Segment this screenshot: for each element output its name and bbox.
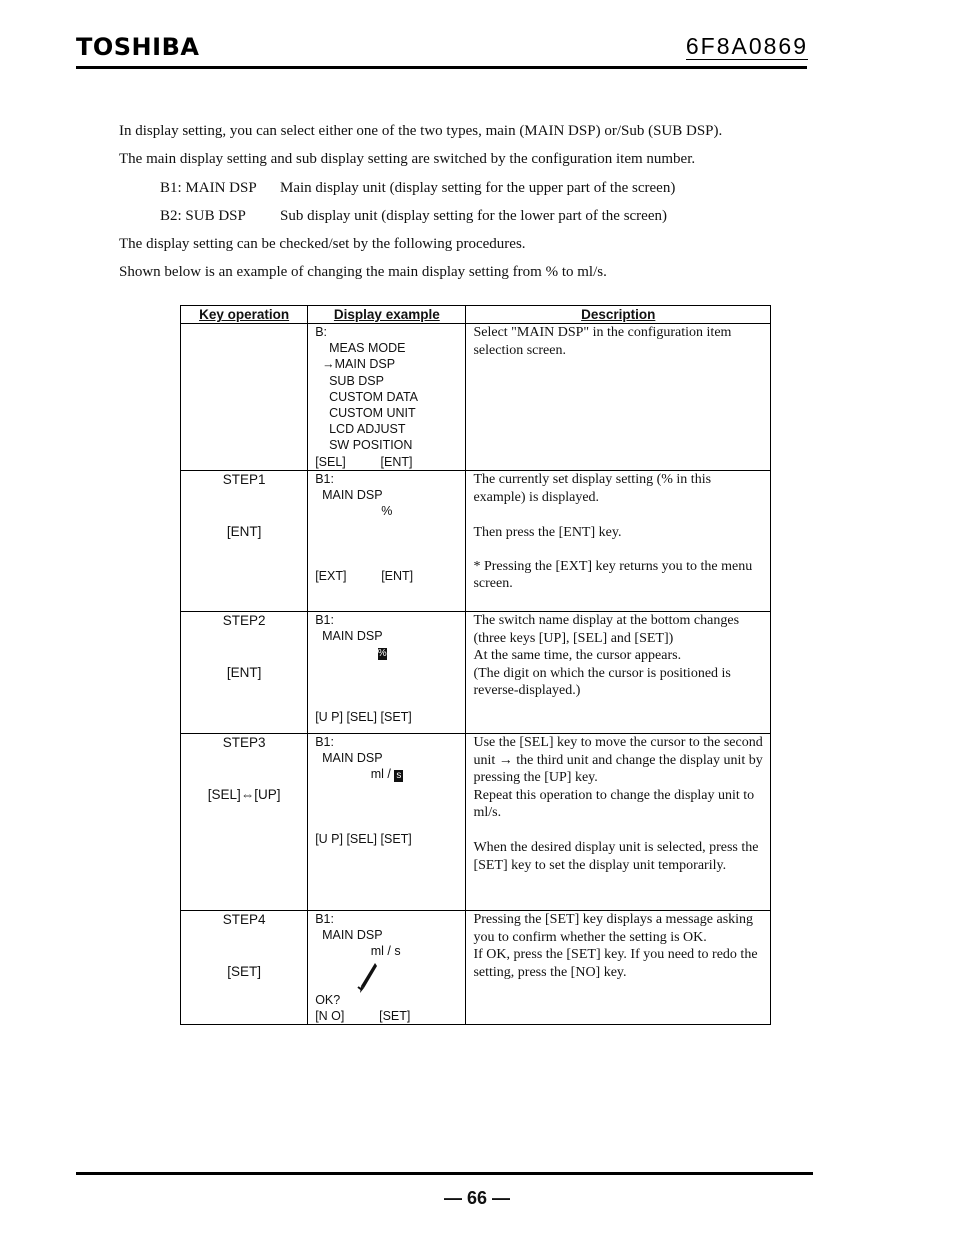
description-text: When the desired display unit is selected, press the [SET] key to set the display unit temporarily. [473, 839, 759, 873]
header-key-operation: Key operation [181, 306, 308, 324]
description-text: Repeat this operation to change the display unit to ml/s. [473, 787, 755, 821]
table-row [181, 324, 771, 471]
display-cell [308, 324, 466, 471]
pen-icon [356, 961, 378, 995]
footer-rule [76, 1172, 813, 1175]
display-example: B1: MAIN DSP % [EXT] [ENT] [315, 472, 414, 584]
description-text: * Pressing the [EXT] key returns you to the menu screen. [473, 558, 753, 592]
key-cell [181, 911, 308, 1025]
header-rule [76, 66, 807, 69]
display-text: B1: MAIN DSP [315, 613, 383, 644]
key-cell [181, 324, 308, 471]
intro-text [119, 117, 819, 287]
procedure-table [180, 305, 771, 1025]
header-display-example: Display example [308, 306, 466, 324]
step-label: STEP4 [222, 912, 266, 927]
intro-line-1: In display setting, you can select either one of the two types, main (MAIN DSP) or/Sub (SUB DSP). [119, 123, 723, 139]
description-cell [466, 324, 771, 471]
display-example [308, 734, 465, 847]
display-cell [308, 911, 466, 1025]
display-example [308, 612, 465, 725]
intro-line-3: The display setting can be checked/set by the following procedures. [119, 236, 526, 253]
header-description: Description [466, 306, 771, 324]
key-label: [ENT] [226, 524, 262, 539]
display-example: B1: MAIN DSP ml / s OK? [N O] [SET] [315, 912, 411, 1024]
display-text: [U P] [SEL] [SET] [315, 832, 412, 847]
description-text: At the same time, the cursor appears. [473, 648, 682, 664]
description-cell [466, 734, 771, 911]
description-text: Select "MAIN DSP" in the configuration item selection screen. [473, 325, 732, 358]
description-text: Then press the [ENT] key. [473, 525, 622, 541]
display-cell [308, 612, 466, 734]
table-row [181, 612, 771, 734]
key-cell [181, 471, 308, 612]
document-number: 6F8A0869 [685, 33, 808, 59]
description-text: (The digit on which the cursor is positioned is reverse-displayed.) [473, 665, 731, 699]
step-label: STEP2 [222, 613, 266, 628]
cursor-highlight: % [377, 648, 387, 660]
definition-text: Main display unit (display setting for the upper part of the screen) [280, 179, 676, 196]
key-label: [SEL]⇔[UP] [207, 787, 281, 802]
table-row [181, 734, 771, 911]
description-cell [466, 911, 771, 1025]
definition-sub-dsp [119, 202, 819, 230]
table-row [181, 471, 771, 612]
display-text: [U P] [SEL] [SET] [315, 710, 412, 725]
display-example: B: MEAS MODE →MAIN DSP SUB DSP CUSTOM DATA CUSTOM UNIT LCD ADJUST SW POSITION [SEL] [ENT] [315, 325, 418, 469]
key-cell [181, 612, 308, 734]
key-label: [ENT] [226, 665, 262, 680]
brand-logo: TOSHIBA [76, 33, 200, 61]
intro-line-4: Shown below is an example of changing the main display setting from % to ml/s. [119, 264, 607, 281]
description-text: Use the [SEL] key to move the cursor to the second unit → the third unit and change the display unit by pressing the [UP] key. [473, 735, 763, 786]
display-cell [308, 471, 466, 612]
description-cell [466, 612, 771, 734]
table-header-row [181, 306, 771, 324]
key-label: [SET] [227, 964, 261, 979]
description-text: If OK, press the [SET] key. If you need to redo the setting, press the [NO] key. [473, 947, 758, 980]
description-text: The currently set display setting (% in this example) is displayed. [473, 472, 712, 505]
cursor-highlight: s [396, 770, 402, 782]
display-text: B1: MAIN DSP ml / [315, 735, 391, 782]
step-label: STEP1 [222, 472, 266, 487]
definition-key: B1: MAIN DSP [160, 179, 257, 196]
description-text: Pressing the [SET] key displays a message asking you to confirm whether the setting is OK. [473, 912, 754, 945]
description-cell [466, 471, 771, 612]
step-label: STEP3 [222, 735, 266, 750]
definition-text: Sub display unit (display setting for the lower part of the screen) [280, 207, 667, 224]
definition-key: B2: SUB DSP [160, 207, 246, 224]
definition-main-dsp [119, 174, 819, 202]
key-cell [181, 734, 308, 911]
display-cell [308, 734, 466, 911]
page-number: — 66 — [443, 1188, 511, 1208]
intro-line-2: The main display setting and sub display setting are switched by the configuration item number. [119, 151, 696, 168]
description-text: The switch name display at the bottom changes (three keys [UP], [SEL] and [SET]) [473, 613, 740, 646]
table-row [181, 911, 771, 1025]
